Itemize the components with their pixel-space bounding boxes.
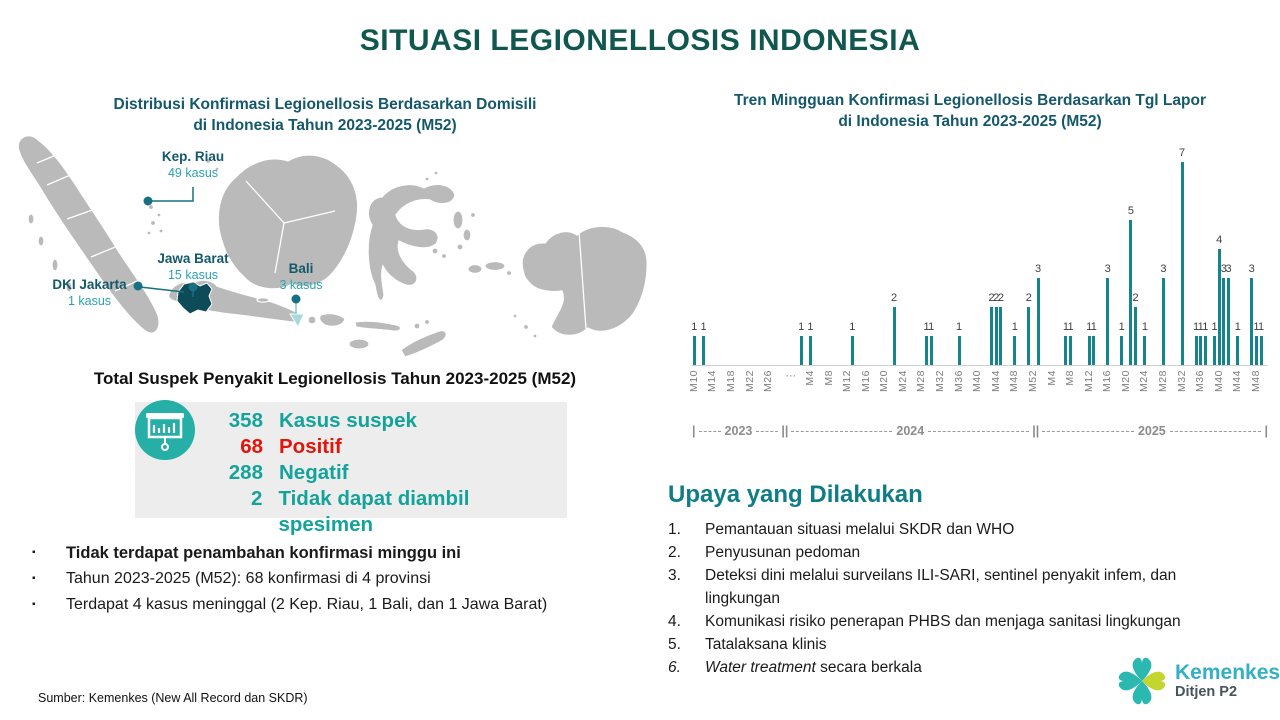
x-tick-label: M52 — [1026, 370, 1039, 392]
map-title-line1: Distribusi Konfirmasi Legionellosis Berdasarkan Domisili — [113, 96, 537, 113]
upaya-item-number: 6. — [668, 659, 681, 676]
stat-label: Positif — [279, 435, 342, 458]
bar-week-2023-M10 — [693, 336, 696, 365]
bar-value-label: 1 — [1253, 321, 1260, 333]
band-pipe: | — [1035, 424, 1040, 438]
kemenkes-logo-icon — [1113, 652, 1171, 710]
bar-value-label: 1 — [798, 321, 805, 333]
stats-row — [205, 460, 567, 486]
bar-week-2025-M35 — [1195, 336, 1198, 365]
chart-baseline — [692, 365, 1268, 366]
stats-row — [205, 486, 567, 536]
bar-value-label: 3 — [1160, 263, 1167, 275]
bar-week-2024-M2 — [800, 336, 803, 365]
bar-value-label: 3 — [1220, 263, 1227, 275]
band-pipe: | — [781, 424, 785, 438]
band-dashes — [699, 431, 721, 432]
bar-value-label: 7 — [1179, 147, 1186, 159]
bullet-square-icon: ▪ — [32, 599, 36, 610]
map-annotation-jawa-barat — [147, 251, 239, 283]
indonesia-map — [3, 123, 648, 368]
x-tick-label: M14 — [706, 370, 719, 392]
x-tick-label: M48 — [1249, 370, 1262, 392]
bar-value-label: 2 — [1132, 292, 1139, 304]
upaya-item-number: 5. — [668, 636, 681, 653]
bar-value-label: 2 — [891, 292, 898, 304]
bar-week-2024-M36 — [958, 336, 961, 365]
stat-value: 358 — [228, 409, 263, 432]
stats-rows — [205, 408, 567, 536]
band-dashes — [1170, 431, 1262, 432]
x-tick-label: M20 — [1119, 370, 1132, 392]
x-tick-label: M40 — [971, 370, 984, 392]
bar-week-2024-M48 — [1013, 336, 1016, 365]
bar-week-2024-M13 — [851, 336, 854, 365]
bar-week-2025-M49 — [1260, 336, 1263, 365]
x-tick-label: M12 — [841, 370, 854, 392]
dki-jakarta-label: DKI Jakarta — [52, 277, 127, 292]
key-points — [28, 544, 638, 622]
bar-value-label: 2 — [988, 292, 995, 304]
x-tick-label: M36 — [1194, 370, 1207, 392]
bar-week-2025-M44 — [1236, 336, 1239, 365]
bar-week-2025-M13 — [1092, 336, 1095, 365]
x-tick-label: M40 — [1212, 370, 1225, 392]
x-tick-label: M26 — [762, 370, 775, 392]
bar-value-label: 1 — [1090, 321, 1097, 333]
x-tick-label: M22 — [743, 370, 756, 392]
bar-value-label: 3 — [1248, 263, 1255, 275]
bar-week-2024-M45 — [999, 307, 1002, 365]
bar-value-label: 1 — [1192, 321, 1200, 333]
chart-x-ticks — [687, 370, 1268, 418]
stat-label: Kasus suspek — [279, 409, 417, 432]
bar-week-2024-M4 — [809, 336, 812, 365]
bar-week-2024-M43 — [990, 307, 993, 365]
bar-week-2025-M36 — [1199, 336, 1202, 365]
bar-value-label: 1 — [1118, 321, 1125, 333]
x-tick-label: M28 — [915, 370, 928, 392]
x-tick-label: M36 — [952, 370, 965, 392]
x-tick-label: M16 — [859, 370, 872, 392]
bullet-text: Terdapat 4 kasus meninggal (2 Kep. Riau, 1 Bali, dan 1 Jawa Barat) — [66, 596, 548, 613]
bar-value-label: 1 — [928, 321, 935, 333]
chart-title-line1: Tren Mingguan Konfirmasi Legionellosis Berdasarkan Tgl Lapor — [734, 92, 1206, 109]
kep-riau-count: 49 kasus — [167, 166, 219, 180]
bar-value-label: 1 — [923, 321, 930, 333]
year-band-2024 — [785, 422, 1036, 440]
bar-value-label: 1 — [691, 321, 698, 333]
bar-value-label: 3 — [1104, 263, 1111, 275]
bar-week-2025-M32 — [1181, 162, 1184, 365]
bullet-item — [28, 596, 638, 614]
kep-riau-dot — [144, 197, 153, 206]
map-title-line2: di Indonesia Tahun 2023-2025 (M52) — [193, 117, 457, 134]
x-tick-label: M44 — [989, 370, 1002, 392]
bar-value-label: 1 — [1067, 321, 1074, 333]
bullet-square-icon: ▪ — [32, 573, 36, 584]
bar-value-label: 1 — [1011, 321, 1018, 333]
upaya-item — [668, 564, 1243, 610]
band-year-label: 2023 — [724, 424, 753, 438]
bar-week-2024-M51 — [1027, 307, 1030, 365]
bar-value-label: 4 — [1216, 234, 1223, 246]
bar-value-label: 1 — [700, 321, 707, 333]
stat-value: 2 — [251, 487, 263, 510]
presentation-chart-icon — [133, 398, 197, 462]
bar-week-2025-M28 — [1162, 278, 1165, 365]
upaya-item-number: 3. — [668, 567, 681, 584]
jawa-barat-count: 15 kasus — [167, 268, 219, 282]
bar-week-2024-M29 — [925, 336, 928, 365]
bar-week-2025-M16 — [1106, 278, 1109, 365]
x-tick-label: M32 — [1175, 370, 1188, 392]
bar-value-label: 1 — [1141, 321, 1148, 333]
page-title: SITUASI LEGIONELLOSIS INDONESIA — [359, 24, 921, 57]
band-dashes — [791, 431, 892, 432]
upaya-item-text: Tatalaksana klinis — [705, 636, 827, 653]
bar-week-2025-M24 — [1143, 336, 1146, 365]
source-note: Sumber: Kemenkes (New All Record dan SKDR) — [38, 691, 308, 705]
upaya-item-number: 1. — [668, 521, 681, 538]
bar-week-2024-M30 — [930, 336, 933, 365]
bar-value-label: 5 — [1127, 205, 1135, 217]
bar-week-2025-M19 — [1120, 336, 1123, 365]
jawa-barat-label: Jawa Barat — [157, 251, 229, 266]
band-dashes — [756, 431, 778, 432]
kemenkes-wordmark: Kemenkes — [1175, 661, 1280, 684]
bullet-item — [28, 570, 638, 588]
x-tick-label: M16 — [1101, 370, 1114, 392]
x-tick-label: M20 — [878, 370, 891, 392]
bar-value-label: 2 — [997, 292, 1004, 304]
bar-week-2025-M12 — [1088, 336, 1091, 365]
x-tick-label: M10 — [687, 370, 700, 392]
upaya-item-text: Deteksi dini melalui surveilans ILI-SARI, sentinel penyakit infem, dan lingkungan — [705, 567, 1177, 607]
bar-value-label: 1 — [956, 321, 963, 333]
bali-count: 3 kasus — [279, 278, 323, 292]
upaya-item-text: Water treatment secara berkala — [705, 659, 922, 676]
band-pipe: | — [692, 424, 696, 438]
bar-value-label: 3 — [1035, 263, 1042, 275]
band-year-label: 2024 — [896, 424, 925, 438]
upaya-item-text: Penyusunan pedoman — [705, 544, 861, 561]
bar-value-label: 3 — [1225, 263, 1232, 275]
bar-value-label: 1 — [1062, 321, 1069, 333]
stats-title: Total Suspek Penyakit Legionellosis Tahun 2023-2025 (M52) — [93, 369, 577, 388]
year-band-2025 — [1036, 422, 1268, 440]
stat-label: Tidak dapat diambil spesimen — [278, 487, 470, 536]
x-tick-label: M18 — [724, 370, 737, 392]
stat-value: 68 — [240, 435, 263, 458]
bar-week-2023-M12 — [702, 336, 705, 365]
x-tick-label: M24 — [896, 370, 909, 392]
upaya-item-number: 2. — [668, 544, 681, 561]
stat-label: Negatif — [279, 461, 349, 484]
map-annotation-dki-jakarta — [42, 277, 137, 309]
bar-value-label: 2 — [993, 292, 1000, 304]
upaya-item — [668, 541, 1243, 564]
bullet-text: Tahun 2023-2025 (M52): 68 konfirmasi di 4 provinsi — [66, 570, 431, 587]
bar-value-label: 1 — [1234, 321, 1241, 333]
bar-week-2024-M44 — [995, 307, 998, 365]
bar-week-2024-M22 — [893, 307, 896, 365]
bali-label: Bali — [288, 261, 314, 276]
bar-value-label: 1 — [849, 321, 856, 333]
bar-week-2025-M41 — [1222, 278, 1225, 365]
bar-value-label: 1 — [807, 321, 814, 333]
band-pipe: | — [1264, 424, 1268, 438]
bar-week-2025-M48 — [1255, 336, 1258, 365]
map-annotation-bali — [272, 261, 330, 293]
upaya-item-text: Komunikasi risiko penerapan PHBS dan menjaga sanitasi lingkungan — [705, 613, 1181, 630]
jawa-barat-dot — [189, 283, 198, 292]
chart-title-line2: di Indonesia Tahun 2023-2025 (M52) — [838, 113, 1102, 130]
bar-week-2025-M8 — [1069, 336, 1072, 365]
bali-dot — [292, 295, 301, 304]
x-tick-label: M12 — [1082, 370, 1095, 392]
band-pipe: | — [784, 424, 789, 438]
x-tick-label: M8 — [822, 370, 835, 386]
x-tick-label: M24 — [1138, 370, 1151, 392]
ditjen-p2-label: Ditjen P2 — [1175, 684, 1238, 700]
x-tick-label: M32 — [934, 370, 947, 392]
band-dashes — [928, 431, 1029, 432]
x-tick-label: M48 — [1008, 370, 1021, 392]
bullet-item — [28, 544, 638, 562]
upaya-item-number: 4. — [668, 613, 681, 630]
dki-jakarta-count: 1 kasus — [67, 294, 112, 308]
upaya-italic-term: Water treatment — [705, 659, 816, 676]
chart-plot-area — [692, 138, 1268, 365]
chart-year-bands — [692, 422, 1268, 440]
stats-box — [135, 402, 567, 536]
bar-value-label: 1 — [1211, 321, 1218, 333]
bullet-text: Tidak terdapat penambahan konfirmasi minggu ini — [66, 544, 461, 562]
upaya-heading: Upaya yang Dilakukan — [668, 481, 923, 508]
stats-row — [205, 434, 567, 460]
bar-week-2025-M22 — [1134, 307, 1137, 365]
map-islands — [18, 136, 647, 357]
bullet-square-icon: ▪ — [32, 547, 36, 558]
bar-value-label: 1 — [1202, 321, 1209, 333]
upaya-item-text: Pemantauan situasi melalui SKDR dan WHO — [705, 521, 1015, 538]
x-tick-label: M4 — [1045, 370, 1058, 386]
stat-value: 288 — [228, 461, 263, 484]
band-pipe: | — [1032, 424, 1036, 438]
kemenkes-logo — [1113, 652, 1280, 710]
band-year-label: 2025 — [1137, 424, 1166, 438]
chart-title — [665, 90, 1275, 132]
stats-row — [205, 408, 567, 434]
bar-value-label: 2 — [1025, 292, 1032, 304]
year-band-2023 — [692, 422, 785, 440]
bar-value-label: 1 — [1086, 321, 1093, 333]
upaya-item — [668, 610, 1243, 633]
x-tick-label: M4 — [803, 370, 816, 386]
bar-value-label: 1 — [1257, 321, 1265, 333]
map-annotation-kep-riau — [150, 149, 236, 181]
bar-value-label: 1 — [1197, 321, 1204, 333]
kep-riau-label: Kep. Riau — [161, 149, 225, 164]
kemenkes-logo-text — [1175, 662, 1280, 700]
x-tick-label: M8 — [1064, 370, 1077, 386]
x-tick-label: M28 — [1156, 370, 1169, 392]
bar-week-2025-M37 — [1204, 336, 1207, 365]
bar-week-2025-M39 — [1213, 336, 1216, 365]
bar-week-2025-M7 — [1064, 336, 1067, 365]
band-dashes — [1042, 431, 1134, 432]
x-tick-label: ⋮ — [785, 370, 798, 381]
x-tick-label: M44 — [1231, 370, 1244, 392]
bar-week-2025-M1 — [1037, 278, 1040, 365]
upaya-item — [668, 518, 1243, 541]
weekly-bar-chart — [687, 138, 1268, 438]
